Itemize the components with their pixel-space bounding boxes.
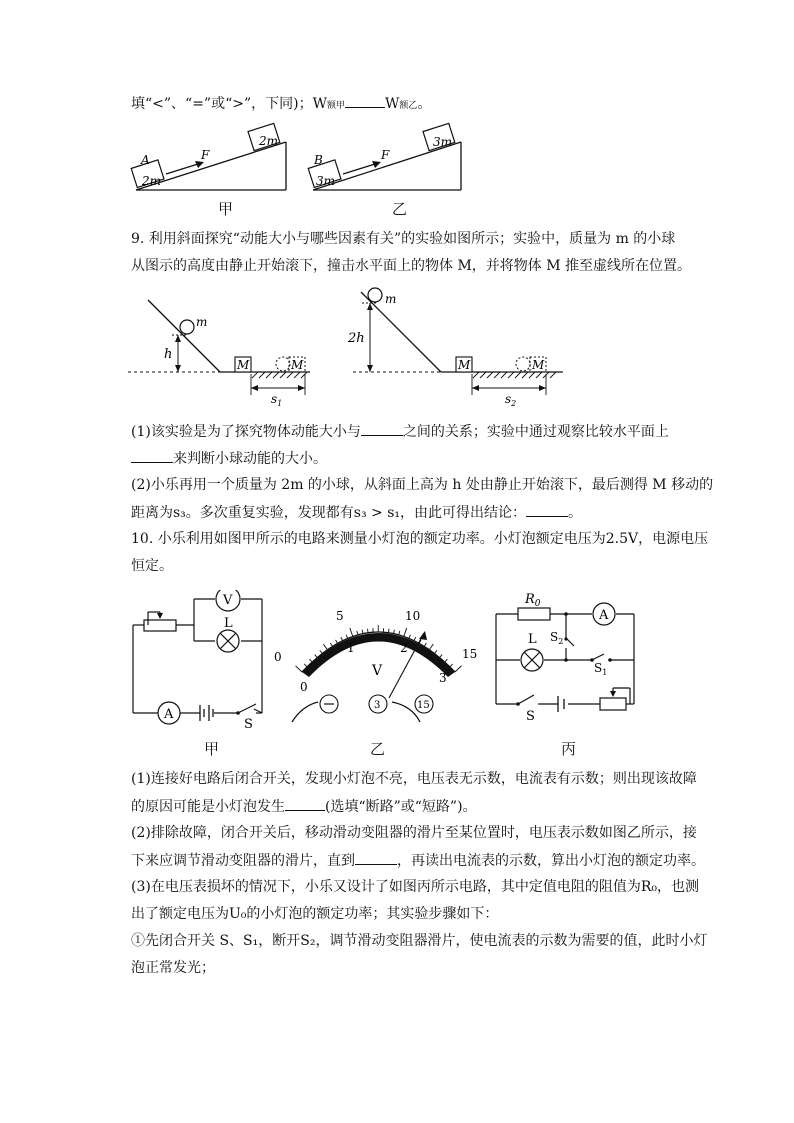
q9-p2a: (2)小乐再用一个质量为 2m 的小球，从斜面上高为 h 处由静止开始滚下，最后测得 M 移动的 <box>131 477 714 493</box>
label-b: B <box>314 153 323 167</box>
q9-p2c: 。 <box>568 505 583 521</box>
label-a: A <box>141 153 150 167</box>
q10-p1 <box>131 796 477 817</box>
q9-p1a: (1)该实验是为了探究物体动能大小与 <box>131 424 361 440</box>
dial-unit: V <box>372 663 383 679</box>
dist-label: s <box>271 392 278 406</box>
mass-top: 2m <box>259 134 279 148</box>
dist-s1 <box>271 392 282 408</box>
q9-figure-left <box>128 292 318 412</box>
q10-step1a: ①先闭合开关 S、S₁，断开S₂，调节滑动变阻器滑片，使电流表的示数为需要的值，此时小灯 <box>131 933 708 949</box>
q10-circuit-bing <box>488 588 648 730</box>
mass-left: 3m <box>316 174 336 188</box>
q10-p1c: (选填“断路”或“短路”)。 <box>325 799 477 815</box>
dist-sub: 1 <box>277 399 283 408</box>
q10-p1a: (1)连接好电路后闭合开关，发现小灯泡不亮，电压表无示数，电流表有示数；则出现该故障 <box>131 771 697 787</box>
q10-line2: 恒定。 <box>131 558 173 574</box>
q9-p2b: 距离为s₃。多次重复实验，发现都有s₃ > s₁，由此可得出结论： <box>131 505 527 521</box>
q10-blank1 <box>285 796 325 811</box>
dial-tick <box>323 644 327 650</box>
top-tick-5: 5 <box>336 609 344 623</box>
q9-figure-right <box>345 282 570 412</box>
q10-caption-bing: 丙 <box>561 740 577 758</box>
dial-tick <box>341 637 343 641</box>
q8-blank <box>345 93 385 108</box>
dial-tick <box>368 629 369 633</box>
q10-line1: 10. 小乐利用如图甲所示的电路来测量小灯泡的额定功率。小灯泡额定电压为2.5V，电源电压 <box>131 531 709 547</box>
q10-p1b: 的原因可能是小灯泡发生 <box>131 799 285 815</box>
q8-sub-a: 额甲 <box>327 101 346 111</box>
q9-blank2 <box>131 448 173 463</box>
height-2h: 2h <box>348 331 365 346</box>
lamp-label: L <box>224 616 233 631</box>
block-m-dashed: M <box>532 358 545 372</box>
dial-tick <box>450 664 453 667</box>
switch-label: S <box>244 717 253 730</box>
q10-circuit-jia <box>128 590 278 730</box>
dial-tick <box>295 666 302 672</box>
terminal-3: 3 <box>374 700 381 711</box>
dial-tick <box>388 629 389 633</box>
dial-tick <box>357 631 358 635</box>
q8-line: 填“<”、“=”或“>”，下同)；W额甲 W额乙。 <box>131 93 431 116</box>
voltmeter-label: V <box>223 593 233 608</box>
q9-line2: 从图示的高度由静止开始滚下，撞击水平面上的物体 M，并将物体 M 推至虚线所在位置。 <box>131 258 692 274</box>
block-m-dashed: M <box>291 358 304 372</box>
switch-s1 <box>594 661 607 677</box>
q9-p1c: 来判断小球动能的大小。 <box>173 451 327 467</box>
bottom-tick-1: 1 <box>347 641 355 655</box>
top-tick-15: 15 <box>462 647 478 661</box>
height-h: h <box>164 347 173 362</box>
bottom-tick-2: 2 <box>400 641 408 655</box>
ammeter-label: A <box>599 608 609 623</box>
q9-p2 <box>131 502 582 523</box>
q10-p2c: ，再读出电流表的示数，算出小灯泡的额定功率。 <box>397 853 705 869</box>
q10-caption-jia: 甲 <box>204 740 220 758</box>
q10-p3b: 出了额定电压为U₀的小灯泡的额定功率；其实验步骤如下： <box>131 906 499 922</box>
dial-tick <box>404 628 407 637</box>
q10-step1b: 泡正常发光； <box>131 960 215 976</box>
dial-tick <box>414 637 416 641</box>
q8-caption-yi: 乙 <box>392 200 408 218</box>
q9-blank3 <box>526 502 568 517</box>
q8-caption-jia: 甲 <box>218 200 234 218</box>
q8-figure-jia <box>128 122 293 194</box>
q10-caption-yi: 乙 <box>370 740 386 758</box>
dist-sub: 2 <box>511 399 517 408</box>
q10-p2b: 下来应调节滑动变阻器的滑片，直到 <box>131 853 355 869</box>
q8-figure-yi <box>305 122 470 194</box>
dial-tick <box>362 630 363 634</box>
switch-label: S <box>526 709 535 724</box>
dial-tick <box>409 635 411 639</box>
ball-m: m <box>196 315 208 329</box>
q10-voltmeter-dial <box>272 598 484 730</box>
ammeter-label: A <box>164 707 174 722</box>
s2-sub: 2 <box>558 637 564 646</box>
resistor-sub: 0 <box>534 599 541 609</box>
dial-tick <box>309 659 312 662</box>
dial-tick <box>320 650 322 653</box>
mass-left: 2m <box>142 174 162 188</box>
dial-tick <box>330 643 332 646</box>
dial-tick <box>304 664 307 667</box>
dial-tick <box>424 643 426 646</box>
block-m: M <box>237 358 250 372</box>
q10-blank2 <box>355 850 397 865</box>
force-f: F <box>381 148 390 162</box>
dial-tick <box>429 644 433 650</box>
bottom-tick-3: 3 <box>439 671 447 685</box>
dist-label: s <box>505 392 512 406</box>
dial-tick <box>434 650 436 653</box>
q9-p1b: 之间的关系；实验中通过观察比较水平面上 <box>402 424 669 440</box>
q8-line-end: 。 <box>417 96 432 112</box>
s1-sub: 1 <box>602 668 608 677</box>
block-m: M <box>458 358 471 372</box>
dial-tick <box>315 655 318 658</box>
q10-p2 <box>131 850 705 871</box>
s2-label: S <box>550 630 559 644</box>
lamp-label: L <box>528 632 537 647</box>
q8-line-pre: 填“<”、“=”或“>”，下同)；W <box>131 96 327 112</box>
q10-p3a: (3)在电压表损坏的情况下，小乐又设计了如图丙所示电路，其中定值电阻的阻值为R₀，也测 <box>131 879 699 895</box>
bottom-tick-0: 0 <box>300 680 308 694</box>
force-f: F <box>201 148 210 162</box>
resistor-label: R <box>525 592 535 607</box>
dial-tick <box>440 655 443 658</box>
q9-p1 <box>131 421 669 442</box>
dial-tick <box>394 630 395 634</box>
dist-s2 <box>505 392 516 408</box>
mass-top: 3m <box>433 135 453 149</box>
ball-m: m <box>385 292 397 306</box>
dial-tick <box>336 640 338 643</box>
dial-tick <box>445 659 448 662</box>
q10-p2a: (2)排除故障，闭合开关后，移动滑动变阻器的滑片至某位置时，电压表示数如图乙所示，接 <box>131 825 697 841</box>
terminal-15: 15 <box>417 700 430 711</box>
switch-s2 <box>550 630 563 646</box>
dial-tick <box>399 631 400 635</box>
s1-label: S <box>594 661 603 675</box>
resistor-r0 <box>524 592 541 609</box>
q8-sub-b: 额乙 <box>399 101 418 111</box>
dial-tick <box>346 635 348 639</box>
q9-p1-cont <box>131 448 327 469</box>
dial-tick <box>455 666 461 672</box>
q9-line1: 9. 利用斜面探究“动能大小与哪些因素有关”的实验如图所示；实验中，质量为 m 的小球 <box>131 231 676 247</box>
top-tick-10: 10 <box>405 609 421 623</box>
top-tick-0: 0 <box>274 650 282 664</box>
q9-blank1 <box>361 421 403 436</box>
dial-tick <box>350 628 353 636</box>
